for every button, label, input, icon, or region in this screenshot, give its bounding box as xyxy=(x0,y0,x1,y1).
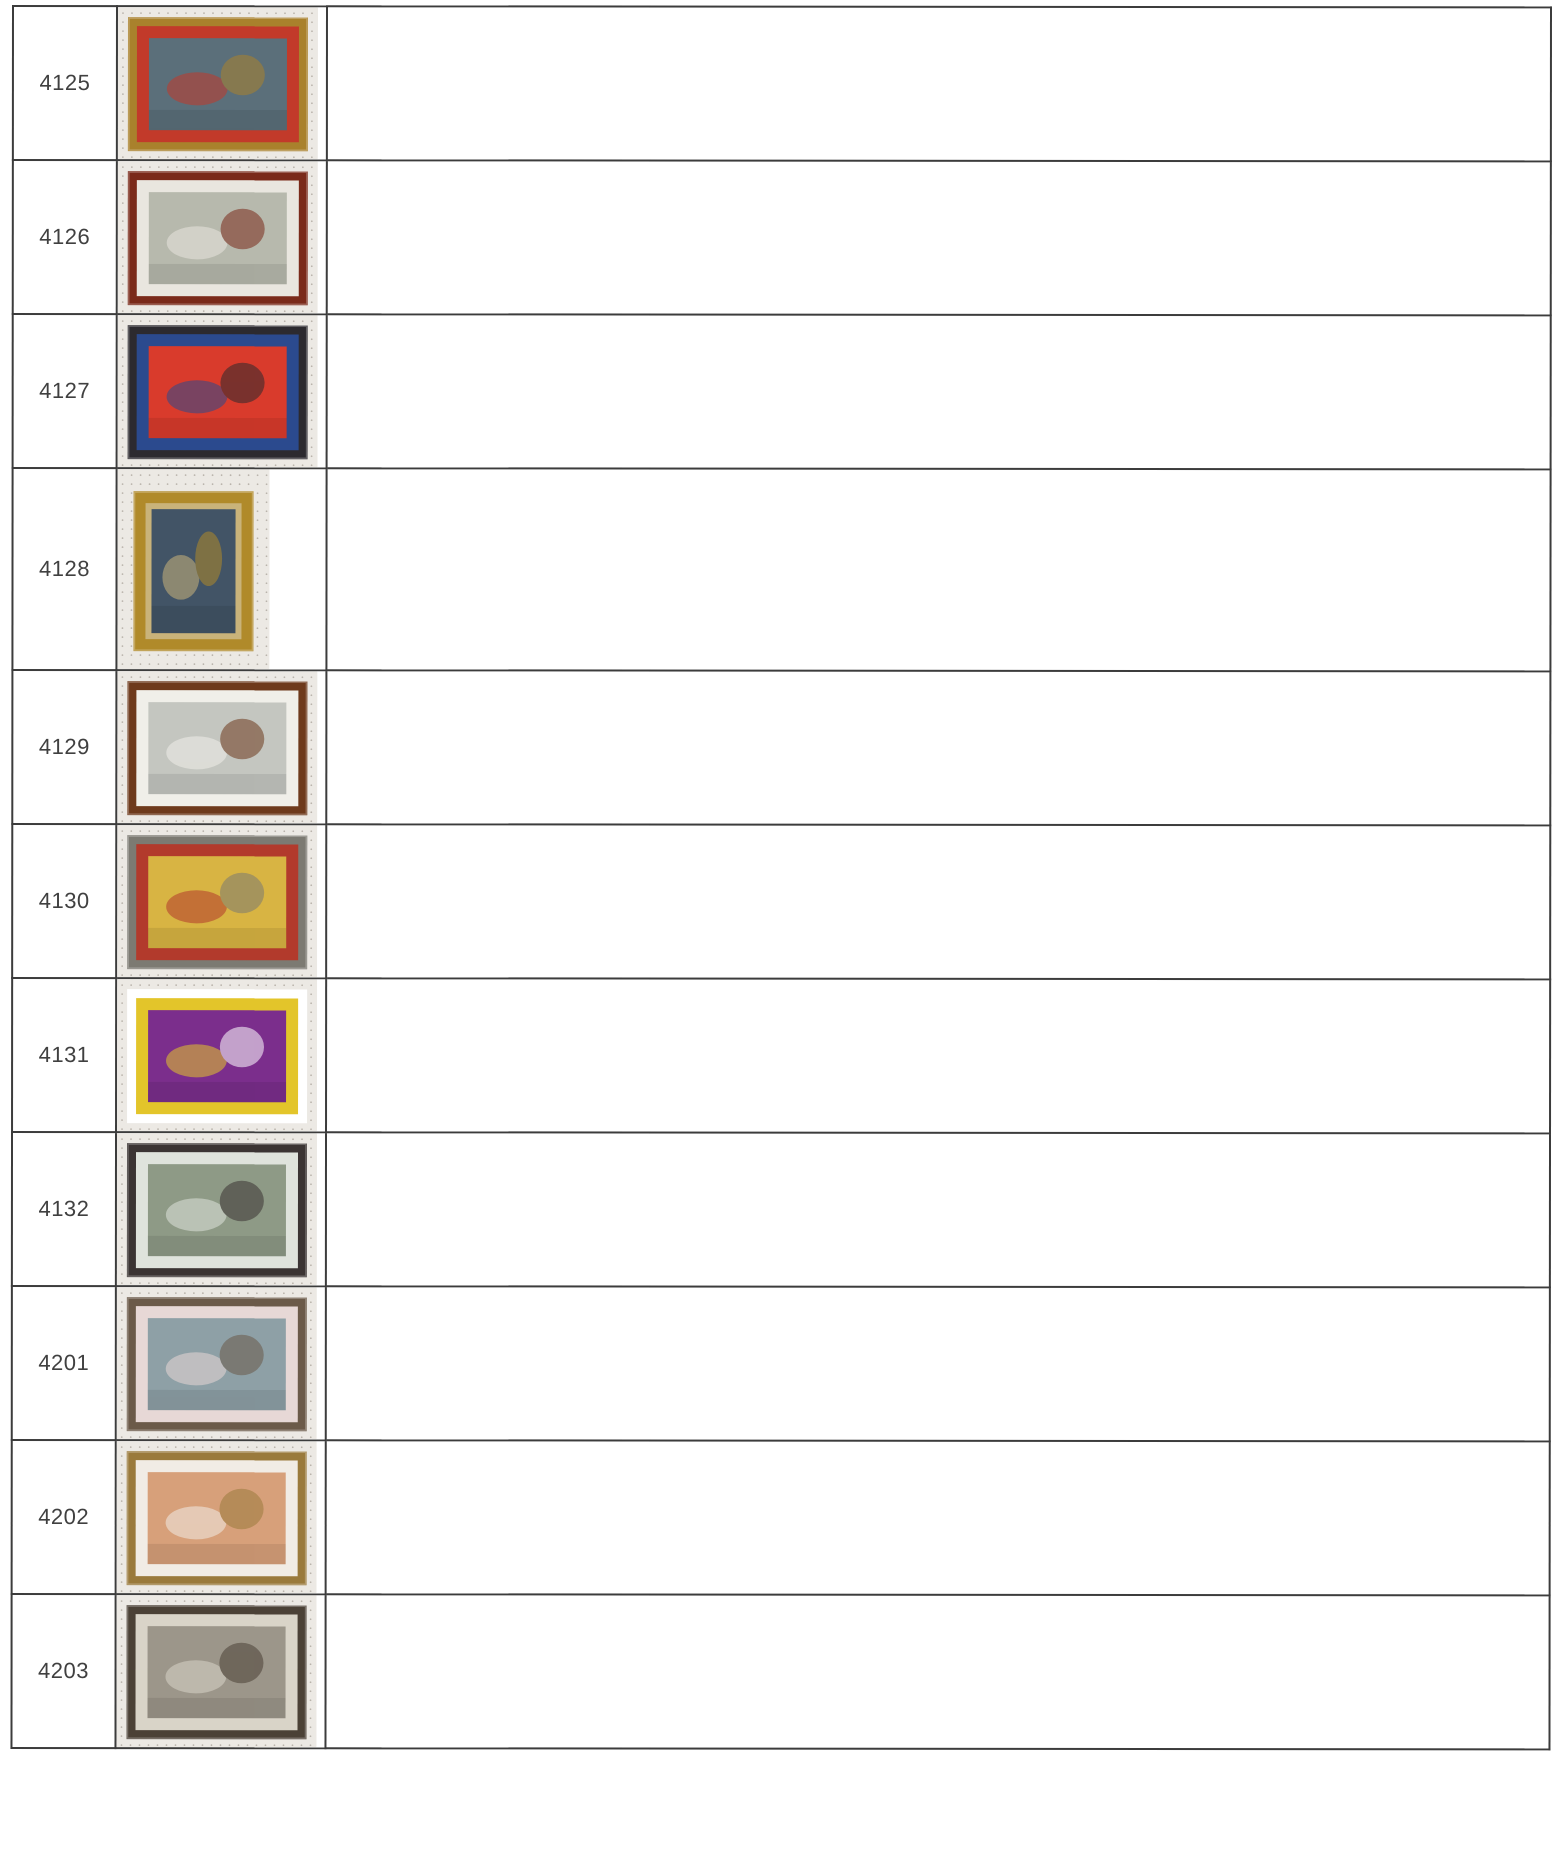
lot-description-cell xyxy=(326,1132,1550,1287)
lot-description-cell xyxy=(325,1594,1549,1749)
table-row xyxy=(12,978,1550,1133)
framed-print-vintage-car-icon xyxy=(118,161,318,313)
framed-abstract-red-blue-icon xyxy=(118,315,318,467)
lot-photo-cell xyxy=(116,824,326,978)
framed-painting-cityscape-colorful-icon xyxy=(118,7,318,159)
framed-print-cherubs-icon xyxy=(117,1441,317,1593)
lot-photo-cell xyxy=(117,314,327,468)
lot-number: 4125 xyxy=(13,6,117,160)
lot-table xyxy=(10,5,1552,1750)
lot-description-cell xyxy=(326,824,1550,979)
lot-description-cell xyxy=(326,1286,1550,1441)
lot-photo-cell xyxy=(116,468,326,670)
lot-number: 4132 xyxy=(12,1132,116,1286)
lot-photo-cell xyxy=(116,978,326,1132)
framed-painting-sailing-ship-icon xyxy=(117,469,269,669)
table-row xyxy=(12,824,1550,979)
lot-number: 4130 xyxy=(12,824,116,978)
unframed-abstract-multicolor-icon xyxy=(117,979,317,1131)
table-row xyxy=(12,1286,1550,1441)
lot-number: 4126 xyxy=(13,160,117,314)
lot-description-cell xyxy=(327,160,1551,315)
framed-abstract-landscape-yellow-icon xyxy=(117,825,317,977)
framed-winter-landscape-icon xyxy=(117,1133,317,1285)
table-row xyxy=(11,1594,1549,1749)
lot-number: 4202 xyxy=(12,1440,116,1594)
lot-description-cell xyxy=(326,468,1550,671)
table-row xyxy=(12,1440,1550,1595)
lot-photo-cell xyxy=(116,1286,326,1440)
lot-number: 4128 xyxy=(12,468,116,670)
lot-number: 4129 xyxy=(12,670,116,824)
lot-photo-cell xyxy=(116,1440,326,1594)
lot-photo-cell xyxy=(116,670,326,824)
lot-photo-cell xyxy=(115,1594,325,1748)
lot-photo-cell xyxy=(116,1132,326,1286)
table-row xyxy=(13,314,1551,469)
table-row xyxy=(12,670,1550,825)
table-row xyxy=(13,160,1551,315)
lot-description-cell xyxy=(326,978,1550,1133)
lot-number: 4203 xyxy=(11,1594,115,1748)
table-row xyxy=(12,468,1550,671)
lot-number: 4201 xyxy=(12,1286,116,1440)
lot-description-cell xyxy=(326,670,1550,825)
lot-sheet xyxy=(10,5,1552,1862)
lot-number: 4131 xyxy=(12,978,116,1132)
lot-description-cell xyxy=(327,314,1551,469)
framed-print-harbor-scene-icon xyxy=(117,1287,317,1439)
lot-photo-cell xyxy=(117,160,327,314)
framed-etching-harbor-icon xyxy=(116,1595,316,1747)
lot-photo-cell xyxy=(117,6,327,160)
lot-number: 4127 xyxy=(13,314,117,468)
lot-description-cell xyxy=(327,6,1551,161)
table-row xyxy=(12,1132,1550,1287)
lot-description-cell xyxy=(326,1440,1550,1595)
framed-watercolor-sailboat-icon xyxy=(117,671,317,823)
table-row xyxy=(13,6,1551,161)
lot-table-body xyxy=(11,6,1551,1749)
